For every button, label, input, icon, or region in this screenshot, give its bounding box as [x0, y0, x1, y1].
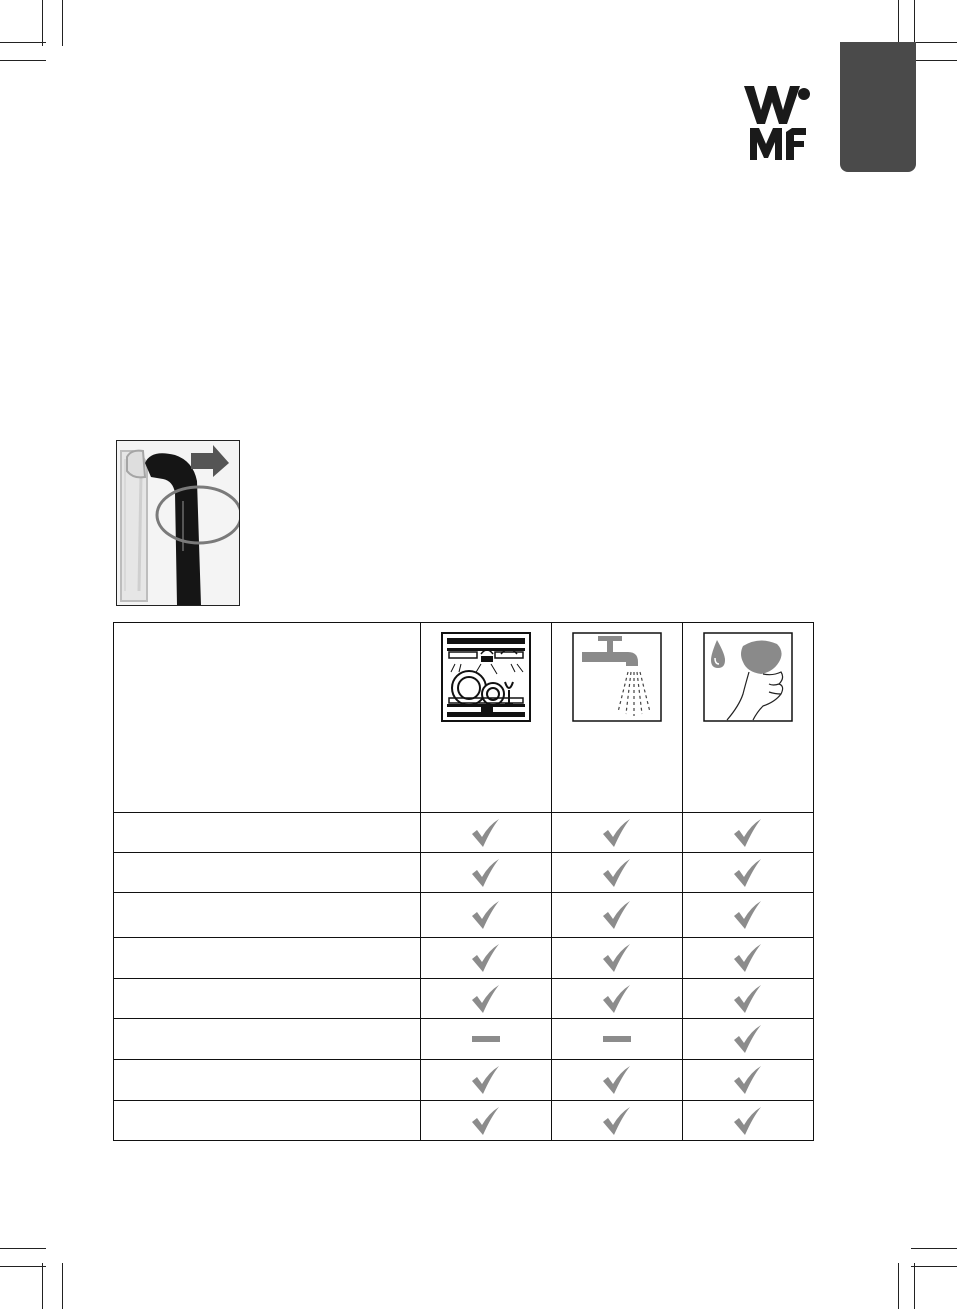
table-cell — [421, 1101, 552, 1141]
checkmark-icon — [733, 901, 763, 929]
table-cell — [421, 813, 552, 853]
checkmark-icon — [471, 944, 501, 972]
crop-mark — [42, 0, 43, 46]
table-row — [114, 979, 814, 1019]
checkmark-icon — [602, 944, 632, 972]
table-cell — [552, 893, 683, 938]
kettle-handle-illustration-icon — [117, 441, 239, 605]
table-cell — [421, 1019, 552, 1060]
checkmark-icon — [602, 1107, 632, 1135]
crop-mark — [62, 1263, 63, 1309]
crop-mark — [42, 1263, 43, 1309]
crop-mark — [0, 60, 46, 61]
table-cell — [421, 853, 552, 893]
checkmark-icon — [733, 819, 763, 847]
table-cell — [552, 1019, 683, 1060]
row-label — [114, 1060, 421, 1101]
crop-mark — [898, 0, 899, 46]
hand-wash-column-header — [552, 623, 683, 813]
cloth-wipe-icon — [703, 632, 793, 722]
checkmark-icon — [733, 985, 763, 1013]
checkmark-icon — [602, 819, 632, 847]
wmf-logo-icon — [744, 84, 810, 162]
running-water-icon — [572, 632, 662, 722]
table-cell — [683, 938, 814, 979]
table-cell — [683, 813, 814, 853]
care-table — [113, 622, 814, 1141]
page-tab — [840, 42, 916, 172]
table-cell — [552, 853, 683, 893]
crop-mark — [0, 1248, 46, 1249]
table-cell — [421, 893, 552, 938]
crop-mark — [914, 0, 915, 46]
dishwasher-icon — [441, 632, 531, 722]
crop-mark — [911, 60, 957, 61]
checkmark-icon — [602, 985, 632, 1013]
row-label — [114, 813, 421, 853]
dishwasher-column-header — [421, 623, 552, 813]
table-cell — [683, 853, 814, 893]
table-cell — [683, 893, 814, 938]
checkmark-icon — [733, 944, 763, 972]
checkmark-icon — [471, 1107, 501, 1135]
checkmark-icon — [733, 1066, 763, 1094]
table-cell — [683, 979, 814, 1019]
row-label — [114, 853, 421, 893]
table-cell — [421, 938, 552, 979]
table-row — [114, 853, 814, 893]
checkmark-icon — [471, 859, 501, 887]
checkmark-icon — [733, 1025, 763, 1053]
checkmark-icon — [602, 859, 632, 887]
table-row — [114, 893, 814, 938]
wipe-clean-column-header — [683, 623, 814, 813]
table-row — [114, 938, 814, 979]
row-label — [114, 893, 421, 938]
kettle-handle-illustration — [116, 440, 240, 606]
checkmark-icon — [602, 1066, 632, 1094]
checkmark-icon — [471, 819, 501, 847]
table-cell — [683, 1060, 814, 1101]
crop-mark — [911, 1248, 957, 1249]
crop-mark — [0, 1266, 46, 1267]
row-label — [114, 1019, 421, 1060]
table-cell — [552, 1060, 683, 1101]
table-cell — [683, 1101, 814, 1141]
table-row — [114, 1101, 814, 1141]
checkmark-icon — [602, 901, 632, 929]
checkmark-icon — [471, 901, 501, 929]
row-label — [114, 938, 421, 979]
checkmark-icon — [471, 985, 501, 1013]
table-header-label — [114, 623, 421, 813]
crop-mark — [62, 0, 63, 46]
checkmark-icon — [733, 859, 763, 887]
row-label — [114, 1101, 421, 1141]
table-row — [114, 1060, 814, 1101]
table-cell — [683, 1019, 814, 1060]
crop-mark — [914, 1263, 915, 1309]
table-cell — [552, 1101, 683, 1141]
crop-mark — [911, 42, 957, 43]
dash-icon — [602, 1025, 632, 1053]
table-cell — [552, 979, 683, 1019]
row-label — [114, 979, 421, 1019]
crop-mark — [898, 1263, 899, 1309]
crop-mark — [911, 1266, 957, 1267]
table-cell — [552, 813, 683, 853]
table-header-row — [114, 623, 814, 813]
table-row — [114, 1019, 814, 1060]
table-cell — [421, 979, 552, 1019]
table-row — [114, 813, 814, 853]
checkmark-icon — [733, 1107, 763, 1135]
checkmark-icon — [471, 1066, 501, 1094]
table-cell — [421, 1060, 552, 1101]
crop-mark — [0, 42, 46, 43]
dash-icon — [471, 1025, 501, 1053]
table-cell — [552, 938, 683, 979]
